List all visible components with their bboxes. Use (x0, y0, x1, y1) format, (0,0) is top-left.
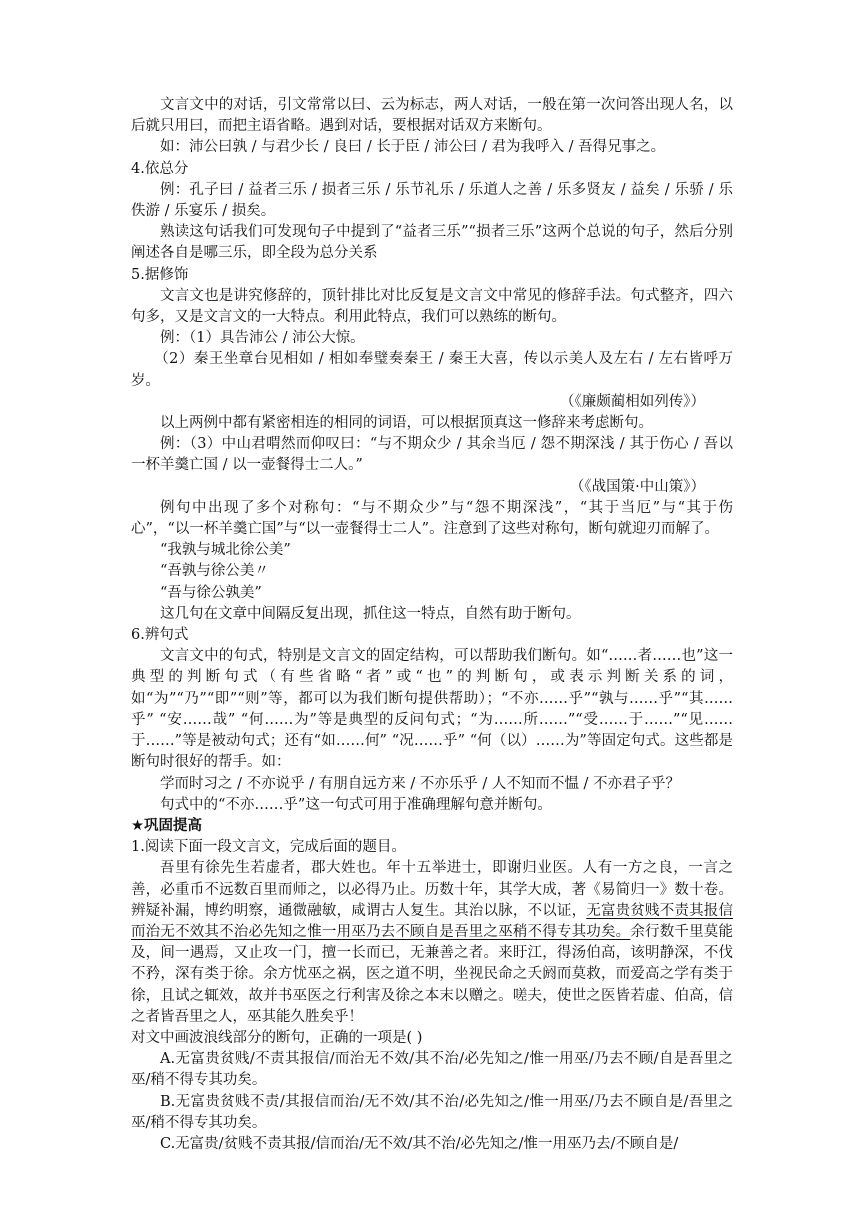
exercise-passage (131, 858, 733, 1028)
wavy-underlined-text: 无富贵贫贱不责其报信而治无不效其不治必先知之惟一用巫乃去不顾自是吾里之巫稍不得专其功矣。 (131, 902, 733, 940)
example-1: 例：（1）具告沛公 / 沛公大惊。 (160, 330, 365, 347)
source-1: （《廉颇蔺相如列传》） (560, 393, 705, 410)
example-2: （2）秦王坐章台见相如 / 相如奉璧奏秦王 / 秦王大喜，传以示美人及左右 / 左右皆呼万岁。 (131, 351, 733, 389)
source-2: （《战国策·中山策》） (569, 478, 705, 495)
paragraph-zongfen: 熟读这句话我们可发现句子中提到了“益者三乐”“损者三乐”这两个总说的句子，然后分别阐述各自是哪三乐，即全段为总分关系 (131, 224, 733, 262)
option-b: B.无富贵贫贱不责/其报信而治/无不效/其不治/必先知之/惟一用巫/乃去不顾自是/吾里之巫/稍不得专其功矣。 (131, 1093, 733, 1131)
example-lunyu: 学而时习之 / 不亦说乎 / 有朋自远方来 / 不亦乐乎 / 人不知而不愠 / 不亦君子乎？ (160, 775, 681, 792)
example-3: 例：（3）中山君喟然而仰叹曰：“与不期众少 / 其余当厄 / 怨不期深浅 / 其于伤心 / 吾以一杯羊羹亡国 / 以一壶餐得士二人。” (131, 436, 733, 474)
option-a: A.无富贵贫贱/不责其报信/而治无不效/其不治/必先知之/惟一用巫/乃去不顾/自是吾里之巫/稍不得专其功矣。 (131, 1051, 733, 1089)
heading-6: 6.辨句式 (131, 627, 189, 644)
paragraph-dingzhen: 以上两例中都有紧密相连的相同的词语，可以根据顶真这一修辞来考虑断句。 (160, 415, 653, 432)
star-icon: ★ (131, 817, 144, 834)
document-body (131, 95, 733, 1155)
paragraph-dialogue: 文言文中的对话，引文常常以曰、云为标志，两人对话，一般在第一次问答出现人名，以后就只用曰，而把主语省略。遇到对话，要根据对话双方来断句。 (131, 97, 733, 135)
paragraph-duichen: 例句中出现了多个对称句：“与不期众少”与“怨不期深浅”，“其于当厄”与“其于伤心”，“以一杯羊羹亡国”与“以一壶餐得士二人”。注意到了这些对称句，断句就迎刃而解了。 (131, 499, 733, 538)
option-c: C.无富贵/贫贱不责其报/信而治/无不效/其不治/必先知之/惟一用巫乃去/不顾自是/ (160, 1135, 679, 1152)
heading-5: 5.据修饰 (131, 266, 189, 283)
example-dialogue: 如：沛公曰孰 / 与君少长 / 良曰 / 长于臣 / 沛公曰 / 君为我呼入 / 吾得兄事之。 (160, 139, 666, 156)
paragraph-buyi: 句式中的“不亦……乎”这一句式可用于准确理解句意并断句。 (160, 796, 552, 813)
quote-1: “我孰与城北徐公美” (160, 542, 291, 559)
exercise-instruction: 1.阅读下面一段文言文，完成后面的题目。 (131, 839, 406, 856)
heading-4: 4.依总分 (131, 160, 189, 177)
passage-part-b: 余行数千里莫能及，间一遇焉，又止攻一门，擅一长而已，无兼善之者。来盱江，得汤伯高，该明静深，不伐不矜，深有类于徐。余方忧巫之祸，医之道不明，坐视民命之夭阏而莫救，而爱高之学有类于徐，且试之辄效，故并书巫医之行利害及徐之本末以赠之。嗟夫，使世之医皆若虚、伯高，信之者皆吾里之人，巫其能久胜矣乎！ (131, 923, 733, 1025)
paragraph-fanfu: 这几句在文章中间隔反复出现，抓住这一特点，自然有助于断句。 (160, 605, 581, 622)
passage-part-a: 吾里有徐先生若虚者，郡大姓也。年十五举进士，即谢归业医。人有一方之良，一言之善，必重币不远数百里而师之，以必得乃止。历数十年，其学大成，著《易简归一》数十卷。辨疑补漏，博约明察，通微融敏，咸谓古人复生。其治以脉，不以证， (131, 860, 733, 919)
section-heading (131, 816, 733, 837)
exercise-question: 对文中画波浪线部分的断句，正确的一项是( ) (131, 1029, 423, 1046)
section-title: 巩固提高 (144, 817, 202, 834)
quote-2: “吾孰与徐公美〃 (160, 563, 269, 580)
paragraph-jushi: 文言文中的句式，特别是文言文的固定结构，可以帮助我们断句。如“……者……也”这一典型的判断句式（有些省略“者”或“也”的判断句，或表示判断关系的词，如“为”“乃”“即”“则”等，都可以为我们断句提供帮助）；“不亦……乎”“孰与……乎”“其……乎” “安……哉” “何……为”等是典型的反问句式；“为……所……”“受……于……”“见……于……”等是被动句式；还有“如……何” “况……乎” “何（以）……为”等固定句式。这些都是断句时很好的帮手。如： (131, 648, 733, 771)
example-zongfen: 例：孔子曰 / 益者三乐 / 损者三乐 / 乐节礼乐 / 乐道人之善 / 乐多贤友 / 益矣 / 乐骄 / 乐佚游 / 乐宴乐 / 损矣。 (131, 181, 733, 220)
paragraph-xiushi: 文言文也是讲究修辞的，顶针排比对比反复是文言文中常见的修辞手法。句式整齐，四六句多，又是文言文的一大特点。利用此特点，我们可以熟练的断句。 (131, 287, 733, 326)
quote-3: “吾与徐公孰美” (160, 584, 262, 601)
